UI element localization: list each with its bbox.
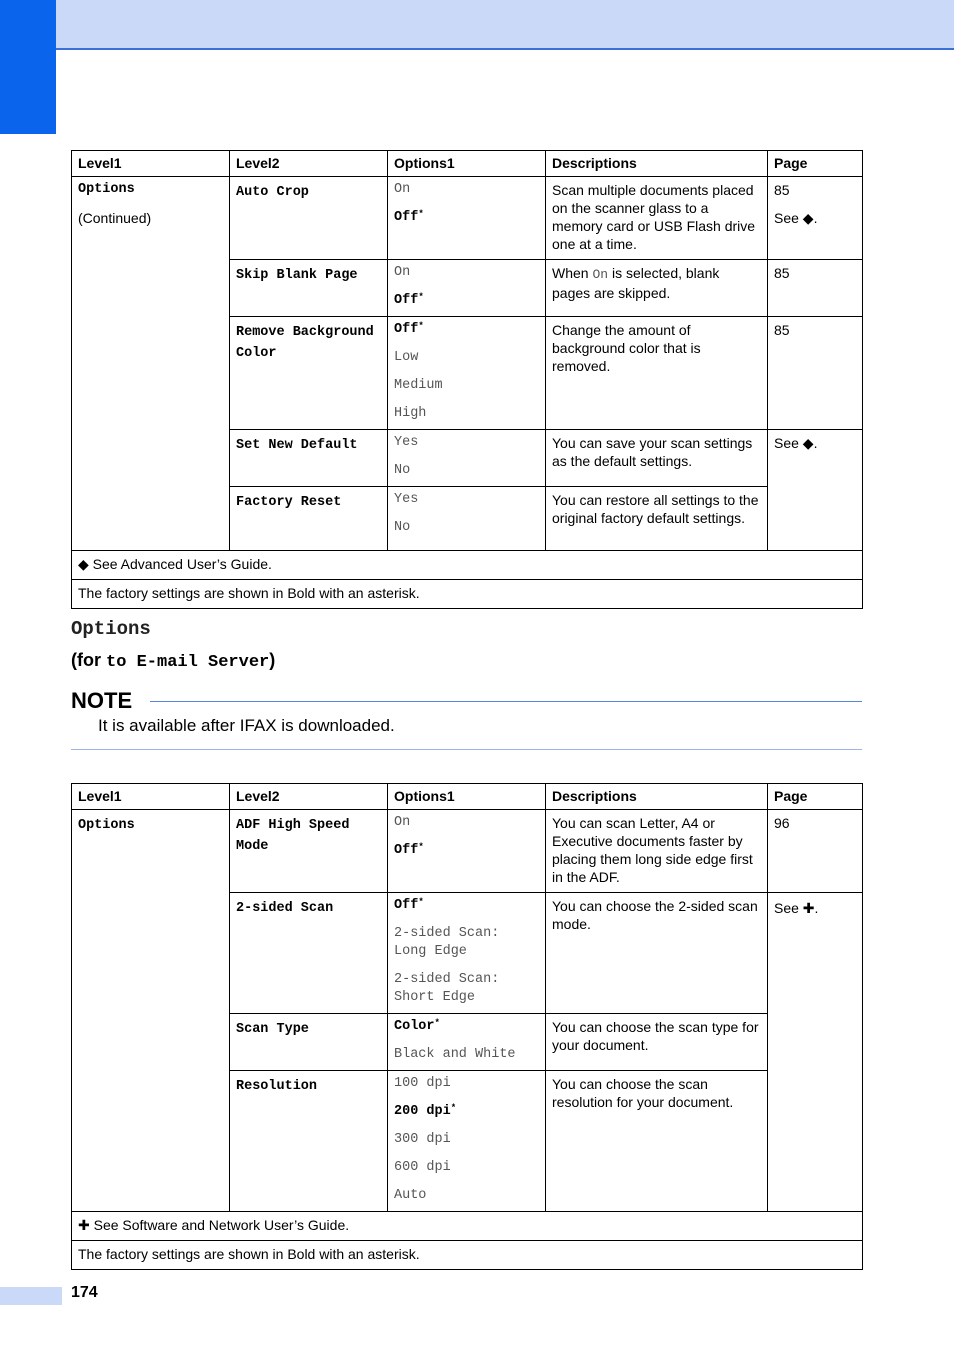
- level1-label: Options: [78, 818, 135, 833]
- option-value: Medium: [394, 378, 443, 393]
- footnote: ✚ See Software and Network User’s Guide.: [72, 1212, 863, 1241]
- page-number-bar: [0, 1287, 62, 1305]
- option-value-default: Off*: [394, 292, 424, 308]
- option-value: 2-sided Scan: Short Edge: [394, 972, 500, 1005]
- level1-cell: [72, 810, 230, 1212]
- option-value: Yes: [394, 492, 419, 507]
- options-cell: [388, 430, 546, 487]
- description-text: You can scan Letter, A4 or Executive documents faster by placing them long side edge first in the ADF.: [552, 815, 753, 885]
- table-header-row: [72, 151, 863, 177]
- level1-label: Options: [78, 182, 135, 197]
- option-value-default: Off*: [394, 209, 424, 225]
- option-value: Auto: [394, 1188, 427, 1203]
- options-cell: [388, 1071, 546, 1212]
- level2-label: Set New Default: [236, 438, 358, 453]
- header-descriptions: Descriptions: [546, 784, 768, 810]
- header-level2: Level2: [230, 151, 388, 177]
- footnote: ◆ See Advanced User’s Guide.: [72, 551, 863, 580]
- footnote-row: [72, 551, 863, 580]
- option-value: 100 dpi: [394, 1076, 451, 1091]
- option-value: On: [394, 265, 411, 280]
- factory-note-row: [72, 580, 863, 609]
- page-cell: [768, 177, 863, 260]
- factory-note-row: [72, 1241, 863, 1270]
- options-cell: [388, 810, 546, 893]
- options-cell: [388, 1014, 546, 1071]
- section-title: Options: [71, 618, 151, 640]
- table-header-row: [72, 784, 863, 810]
- option-value: 600 dpi: [394, 1160, 451, 1175]
- header-level1: Level1: [72, 151, 230, 177]
- option-value: Yes: [394, 435, 419, 450]
- header-level1: Level1: [72, 784, 230, 810]
- options-cell: [388, 893, 546, 1014]
- level2-label: Scan Type: [236, 1022, 309, 1037]
- option-value-default: 200 dpi*: [394, 1103, 457, 1119]
- page-number: 174: [71, 1284, 98, 1301]
- factory-note: The factory settings are shown in Bold with an asterisk.: [72, 1241, 863, 1270]
- page-ref: See ◆.: [774, 210, 818, 226]
- option-value: 2-sided Scan: Long Edge: [394, 926, 500, 959]
- options-cell: [388, 260, 546, 317]
- table-row: [72, 177, 863, 260]
- level2-label: Auto Crop: [236, 185, 309, 200]
- page-ref: 85: [774, 322, 790, 338]
- description-text: You can choose the 2-sided scan mode.: [552, 898, 758, 932]
- options-cell: [388, 317, 546, 430]
- chapter-tab: [0, 0, 56, 134]
- level2-label: Remove Background Color: [236, 325, 374, 361]
- option-value-default: Off*: [394, 842, 424, 858]
- factory-note: The factory settings are shown in Bold with an asterisk.: [72, 580, 863, 609]
- options-cell: [388, 177, 546, 260]
- option-value-default: Off*: [394, 321, 424, 337]
- option-value: Black and White: [394, 1047, 516, 1062]
- option-value: No: [394, 463, 411, 478]
- settings-table-1: [71, 150, 863, 609]
- option-value-default: Off*: [394, 897, 424, 913]
- header-page: Page: [768, 151, 863, 177]
- note-heading: NOTE: [71, 688, 133, 713]
- level2-label: Skip Blank Page: [236, 268, 358, 283]
- level2-label: 2-sided Scan: [236, 901, 334, 916]
- level2-label: ADF High Speed Mode: [236, 818, 350, 854]
- footnote-row: [72, 1212, 863, 1241]
- description-text: You can restore all settings to the original factory default settings.: [552, 492, 759, 526]
- page-ref: See ◆.: [774, 435, 818, 451]
- level1-cell: [72, 177, 230, 551]
- note-bottom-rule: [71, 749, 862, 750]
- option-value: No: [394, 520, 411, 535]
- header-band: [0, 0, 954, 50]
- description-text: You can choose the scan type for your document.: [552, 1019, 759, 1053]
- option-value: On: [394, 182, 411, 197]
- note-text: It is available after IFAX is downloaded.: [98, 716, 395, 735]
- option-value: High: [394, 406, 427, 421]
- continued-label: (Continued): [78, 210, 152, 226]
- description-text: Change the amount of background color that is removed.: [552, 322, 701, 374]
- option-value: Low: [394, 350, 419, 365]
- header-descriptions: Descriptions: [546, 151, 768, 177]
- description-text: Scan multiple documents placed on the scanner glass to a memory card or USB Flash drive one at a time.: [552, 182, 756, 252]
- header-level2: Level2: [230, 784, 388, 810]
- option-value: 300 dpi: [394, 1132, 451, 1147]
- description-text: You can save your scan settings as the default settings.: [552, 435, 753, 469]
- page-ref: See ✚.: [774, 900, 819, 916]
- options-cell: [388, 487, 546, 551]
- settings-table-2: [71, 783, 863, 1270]
- description-text: You can choose the scan resolution for your document.: [552, 1076, 734, 1110]
- header-page: Page: [768, 784, 863, 810]
- option-value-default: Color*: [394, 1018, 440, 1034]
- description-cell: When On is selected, blank pages are skipped.: [546, 260, 768, 317]
- page-ref: 85: [774, 182, 790, 198]
- level2-label: Factory Reset: [236, 495, 342, 510]
- page-ref: 85: [774, 265, 790, 281]
- note-rule: [150, 701, 862, 702]
- section-subtitle: (for to E-mail Server): [71, 650, 276, 672]
- header-options1: Options1: [388, 151, 546, 177]
- page-ref: 96: [774, 815, 790, 831]
- table-row: [72, 810, 863, 893]
- option-value: On: [394, 815, 411, 830]
- level2-label: Resolution: [236, 1079, 318, 1094]
- header-options1: Options1: [388, 784, 546, 810]
